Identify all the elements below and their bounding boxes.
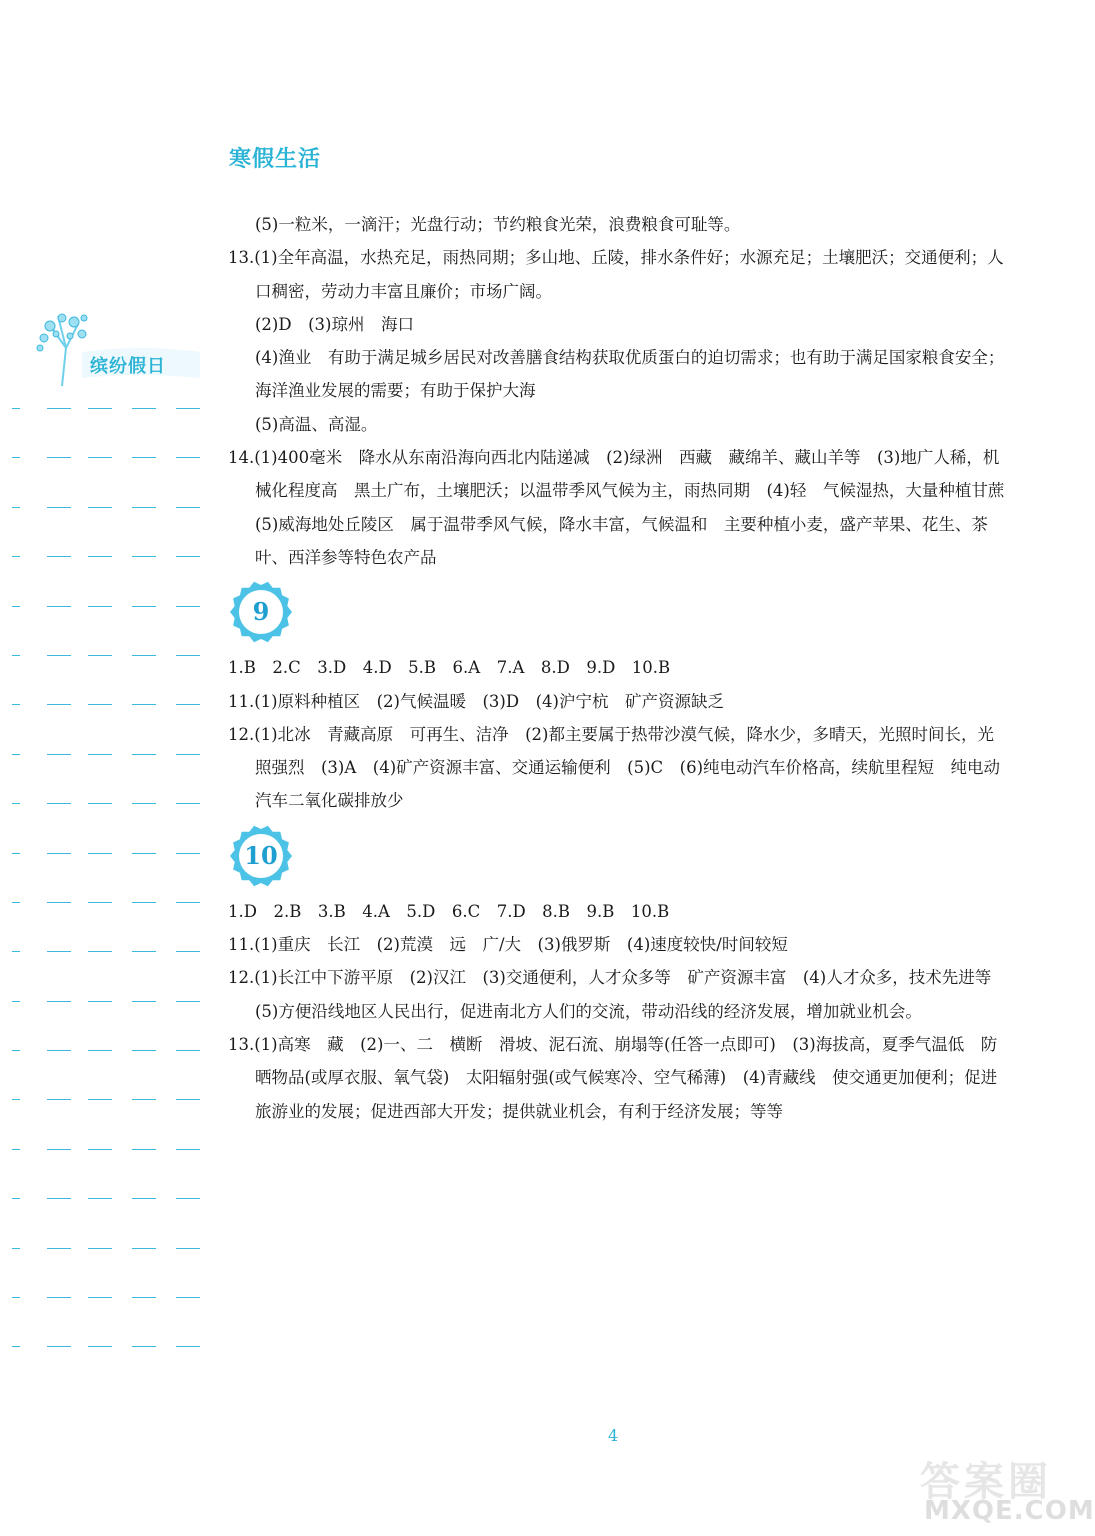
answer-line: 11.(1)原料种植区 (2)气候温暖 (3)D (4)沪宁杭 矿产资源缺乏 [228, 691, 724, 711]
note-line [12, 1001, 202, 1050]
unit-number: 9 [252, 597, 270, 627]
note-line [12, 803, 202, 852]
note-line [12, 408, 202, 457]
answer-line: 14.(1)400毫米 降水从东南沿海向西北内陆递减 (2)绿洲 西藏 藏绵羊、藏山羊等 (3)地广人稀，机械化程度高 黑土广布，土壤肥沃；以温带季风气候为主，雨热同期 (4)轻 气候湿热，大量种植甘蔗 [228, 448, 1005, 501]
note-line [12, 1099, 202, 1148]
answer-line: 13.(1)全年高温，水热充足，雨热同期；多山地、丘陵，排水条件好；水源充足；土壤肥沃；交通便利；人口稠密，劳动力丰富且廉价；市场广阔。 [228, 248, 1004, 301]
unit-number: 10 [244, 840, 278, 870]
watermark-url: MXQE.COM [924, 1496, 1095, 1526]
page-number: 4 [608, 1426, 619, 1445]
sidebar-logo-text: 缤纷假日 [90, 356, 166, 377]
answer-line: 1.B 2.C 3.D 4.D 5.B 6.A 7.A 8.D 9.D 10.B [228, 658, 671, 678]
note-line [12, 1149, 202, 1198]
answer-line: 12.(1)长江中下游平原 (2)汉江 (3)交通便利，人才众多等 矿产资源丰富 (4)人才众多，技术先进等 [228, 968, 992, 988]
note-line [12, 1248, 202, 1297]
note-line [12, 1297, 202, 1346]
answer-line: (5)威海地处丘陵区 属于温带季风气候，降水丰富，气候温和 主要种植小麦，盛产苹果、花生、茶叶、西洋参等特色农产品 [255, 514, 988, 567]
unit-10-answers [228, 895, 1006, 1128]
note-line [12, 655, 202, 704]
answer-line: (5)方便沿线地区人民出行，促进南北方人们的交流，带动沿线的经济发展，增加就业机会。 [255, 1001, 922, 1021]
note-line [12, 1198, 202, 1247]
answer-line: 12.(1)北冰 青藏高原 可再生、洁净 (2)都主要属于热带沙漠气候，降水少，多晴天，光照时间长，光照强烈 (3)A (4)矿产资源丰富、交通运输便利 (5)C (6)纯电动汽车价格高，续航里程短 纯电动汽车二氧化碳排放少 [228, 724, 1001, 811]
watermark [920, 1450, 1095, 1530]
note-line [12, 951, 202, 1000]
unit-badge-10 [230, 825, 292, 887]
note-line [12, 457, 202, 506]
note-line [12, 902, 202, 951]
answer-line: 1.D 2.B 3.B 4.A 5.D 6.C 7.D 8.B 9.B 10.B [228, 901, 670, 921]
answer-content [228, 208, 1006, 1128]
continued-answers [228, 208, 1006, 574]
note-line [12, 704, 202, 753]
answer-line: (5)一粒米，一滴汗；光盘行动；节约粮食光荣，浪费粮食可耻等。 [255, 215, 741, 234]
answer-line: (4)渔业 有助于满足城乡居民对改善膳食结构获取优质蛋白的迫切需求；也有助于满足国家粮食安全；海洋渔业发展的需要；有助于保护大海 [255, 348, 1005, 401]
answer-line: (5)高温、高湿。 [255, 414, 378, 434]
note-line [12, 606, 202, 655]
answer-line: 11.(1)重庆 长江 (2)荒漠 远 广/大 (3)俄罗斯 (4)速度较快/时间较短 [228, 935, 788, 955]
note-line [12, 1346, 202, 1395]
note-line [12, 853, 202, 902]
note-line [12, 556, 202, 605]
watermark-logo-text: 答案圈 [920, 1459, 1052, 1505]
answer-line: 13.(1)高寒 藏 (2)一、二 横断 滑坡、泥石流、崩塌等(任答一点即可) (3)海拔高，夏季气温低 防晒物品(或厚衣服、氧气袋) 太阳辐射强(或气候寒冷、空气稀薄) (4)青藏线 使交通更加便利；促进旅游业的发展；促进西部大开发；提供就业机会，有利于经济发展；等等 [228, 1034, 998, 1121]
note-line [12, 507, 202, 556]
unit-9-answers [228, 651, 1006, 817]
sidebar-note-lines [12, 408, 202, 1396]
page-header-title: 寒假生活 [229, 147, 322, 172]
answer-line: (2)D (3)琼州 海口 [255, 314, 414, 334]
note-line [12, 1050, 202, 1099]
note-line [12, 754, 202, 803]
unit-badge-9 [230, 581, 292, 643]
